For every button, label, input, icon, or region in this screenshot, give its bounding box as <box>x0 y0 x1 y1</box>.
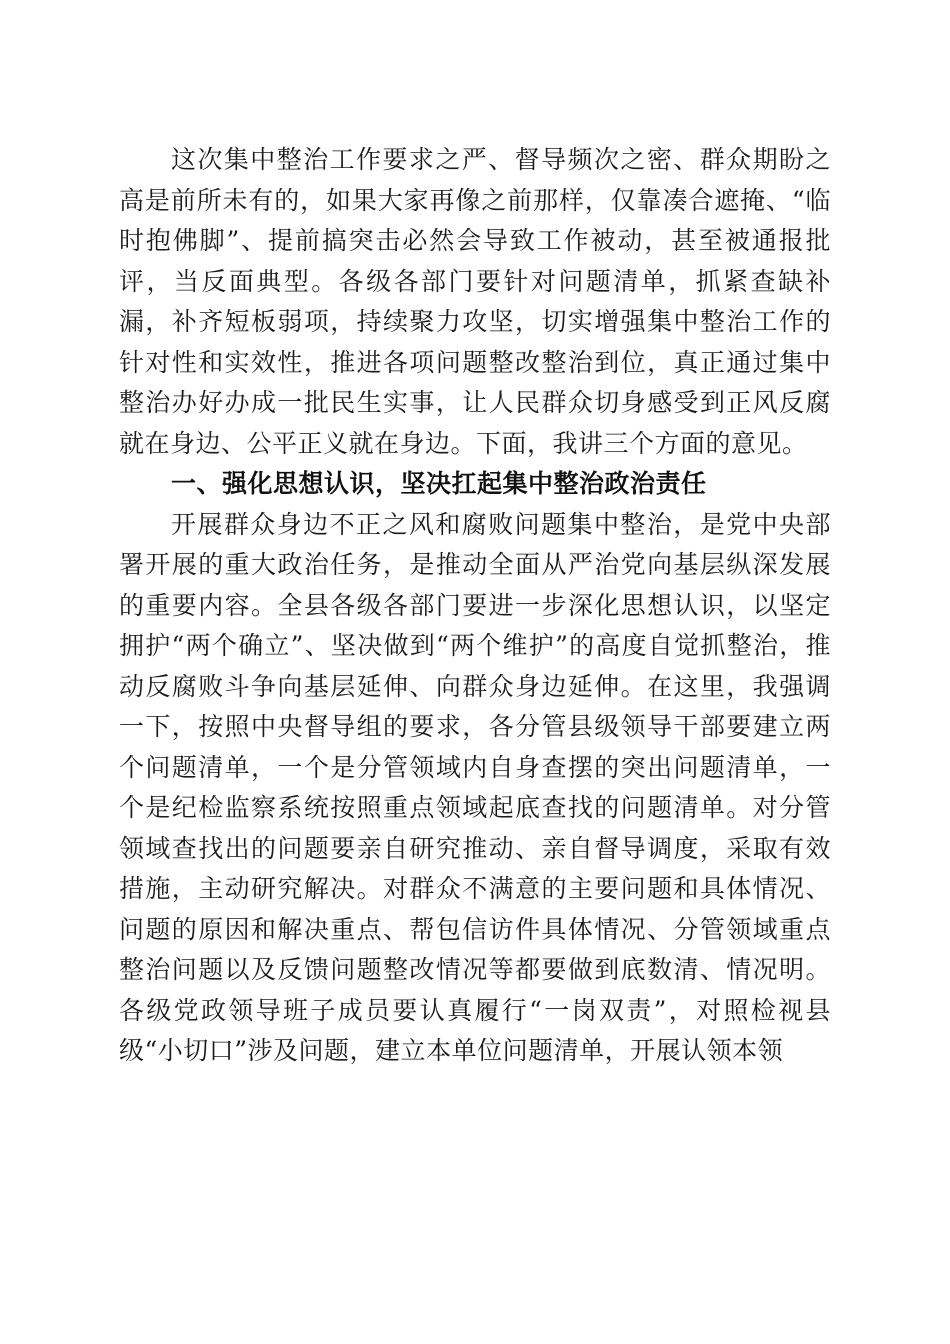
section-heading: 一、强化思想认识，坚决扛起集中整治政治责任 <box>171 469 707 498</box>
body-paragraph: 开展群众身边不正之风和腐败问题集中整治，是党中央部署开展的重大政治任务，是推动全面从严治党向基层纵深发展的重要内容。全县各级各部门要进一步深化思想认识，以坚定拥护“两个确立”、坚决做到“两个维护”的高度自觉抓整治，推动反腐败斗争向基层延伸、向群众身边延伸。在这里，我强调一下，按照中央督导组的要求，各分管县级领导干部要建立两个问题清单，一个是分管领域内自身查摆的突出问题清单，一个是纪检监察系统按照重点领域起底查找的问题清单。对分管领域查找出的问题要亲自研究推动、亲自督导调度，采取有效措施，主动研究解决。对群众不满意的主要问题和具体情况、问题的原因和解决重点、帮包信访件具体情况、分管领域重点整治问题以及反馈问题整改情况等都要做到底数清、情况明。各级党政领导班子成员要认真履行“一岗双责”，对照检视县级“小切口”涉及问题，建立本单位问题清单，开展认领本领 <box>119 509 831 1065</box>
body-paragraph: 这次集中整治工作要求之严、督导频次之密、群众期盼之高是前所未有的，如果大家再像之前那样，仅靠凑合遮掩、“临时抱佛脚”、提前搞突击必然会导致工作被动，甚至被通报批评，当反面典型。各级各部门要针对问题清单，抓紧查缺补漏，补齐短板弱项，持续聚力攻坚，切实增强集中整治工作的针对性和实效性，推进各项问题整改整治到位，真正通过集中整治办好办成一批民生实事，让人民群众切身感受到正风反腐就在身边、公平正义就在身边。下面，我讲三个方面的意见。 <box>119 145 831 458</box>
document-body <box>119 140 831 1072</box>
